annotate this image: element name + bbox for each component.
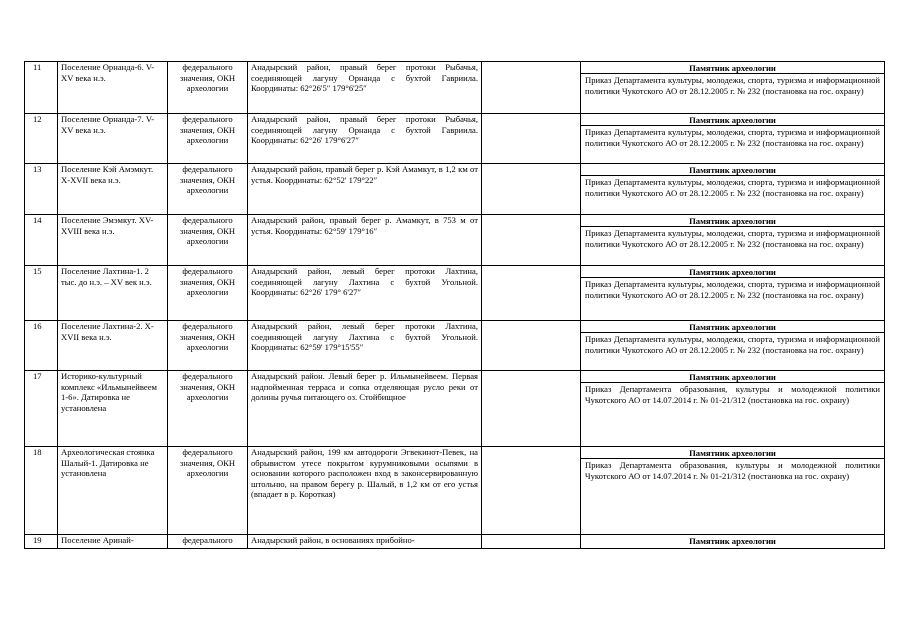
location-description: Анадырский район, правый берег протоки Рыбачья, соединяющей лагуну Орнанда с бухтой Гавриила. Координаты: 62°26' 179°6'27″ bbox=[248, 114, 482, 164]
category-label: Памятник археологии bbox=[581, 115, 884, 126]
protection-status: федерального значения, ОКН археологии bbox=[168, 114, 248, 164]
protection-status: федерального значения, ОКН археологии bbox=[168, 215, 248, 266]
row-number: 14 bbox=[25, 215, 58, 266]
object-name: Историко-культурный комплекс «Ильмынейвеем 1-6». Датировка не установлена bbox=[58, 371, 168, 447]
object-name: Поселение Лахтина-1. 2 тыс. до н.э. – XV век н.э. bbox=[58, 266, 168, 321]
document-cell bbox=[581, 535, 885, 549]
table-row bbox=[25, 535, 885, 549]
table-row bbox=[25, 266, 885, 321]
category-label: Памятник археологии bbox=[581, 448, 884, 459]
protection-document: Приказ Департамента культуры, молодежи, спорта, туризма и информационной политики Чукотского АО от 28.12.2005 г. № 232 (постановка на гос. охрану) bbox=[585, 334, 880, 355]
protection-status: федерального bbox=[168, 535, 248, 549]
category-label: Памятник археологии bbox=[581, 267, 884, 278]
protection-document: Приказ Департамента культуры, молодежи, спорта, туризма и информационной политики Чукотского АО от 28.12.2005 г. № 232 (постановка на гос. охрану) bbox=[585, 75, 880, 96]
location-description: Анадырский район, правый берег р. Амамкут, в 753 м от устья. Координаты: 62°59' 179°16″ bbox=[248, 215, 482, 266]
object-name: Поселение Аринай- bbox=[58, 535, 168, 549]
protection-document: Приказ Департамента культуры, молодежи, спорта, туризма и информационной политики Чукотского АО от 28.12.2005 г. № 232 (постановка на гос. охрану) bbox=[585, 228, 880, 249]
row-number: 11 bbox=[25, 62, 58, 114]
category-label: Памятник археологии bbox=[689, 536, 776, 546]
empty-cell bbox=[482, 321, 581, 371]
empty-cell bbox=[482, 164, 581, 215]
empty-cell bbox=[482, 266, 581, 321]
location-description: Анадырский район, в основаниях прибойно- bbox=[248, 535, 482, 549]
table-row bbox=[25, 321, 885, 371]
empty-cell bbox=[482, 62, 581, 114]
row-number: 17 bbox=[25, 371, 58, 447]
object-name: Поселение Эмэмкут. XV-XVIII века н.э. bbox=[58, 215, 168, 266]
table-row bbox=[25, 215, 885, 266]
empty-cell bbox=[482, 535, 581, 549]
table-row bbox=[25, 447, 885, 535]
document-cell bbox=[581, 164, 885, 215]
location-description: Анадырский район, левый берег протоки Лахтина, соединяющей лагуну Лахтина с бухтой Угольной. Координаты: 62°26' 179° 6'27″ bbox=[248, 266, 482, 321]
category-label: Памятник археологии bbox=[581, 216, 884, 227]
table-row bbox=[25, 164, 885, 215]
heritage-register-sheet bbox=[24, 61, 884, 549]
protection-status: федерального значения, ОКН археологии bbox=[168, 447, 248, 535]
protection-document: Приказ Департамента культуры, молодежи, спорта, туризма и информационной политики Чукотского АО от 28.12.2005 г. № 232 (постановка на гос. охрану) bbox=[585, 279, 880, 300]
location-description: Анадырский район, 199 км автодороги Эгвекинот-Певек, на обрывистом утесе покрытом курумниковыми осыпями в основании которого расположен вход в законсервированную штольню, на правом берегу р. Шалый, в 1,2 км от его устья (впадает в р. Короткая) bbox=[248, 447, 482, 535]
category-label: Памятник археологии bbox=[581, 165, 884, 176]
location-description: Анадырский район. Левый берег р. Ильмынейвеем. Первая надпойменная терраса и сопка отделяющая русло реки от долины ручья питающего оз. Стойбищное bbox=[248, 371, 482, 447]
object-name: Археологическая стоянка Шалый-1. Датировка не установлена bbox=[58, 447, 168, 535]
row-number: 12 bbox=[25, 114, 58, 164]
protection-document: Приказ Департамента образования, культуры и молодежной политики Чукотского АО от 14.07.2014 г. № 01-21/312 (постановка на гос. охрану) bbox=[585, 384, 880, 405]
document-cell bbox=[581, 266, 885, 321]
location-description: Анадырский район, правый берег р. Кэй Амамкут, в 1,2 км от устья. Координаты: 62°52' 179°22″ bbox=[248, 164, 482, 215]
table-row bbox=[25, 62, 885, 114]
empty-cell bbox=[482, 114, 581, 164]
protection-status: федерального значения, ОКН археологии bbox=[168, 164, 248, 215]
location-description: Анадырский район, левый берег протоки Лахтина, соединяющей лагуну Лахтина с бухтой Угольной. Координаты: 62°59' 179°15'55″ bbox=[248, 321, 482, 371]
location-description: Анадырский район, правый берег протоки Рыбачья, соединяющей лагуну Орнанда с бухтой Гавриила. Координаты: 62°26'5″ 179°6'25″ bbox=[248, 62, 482, 114]
protection-status: федерального значения, ОКН археологии bbox=[168, 62, 248, 114]
row-number: 18 bbox=[25, 447, 58, 535]
document-cell bbox=[581, 114, 885, 164]
document-cell bbox=[581, 447, 885, 535]
category-label: Памятник археологии bbox=[581, 63, 884, 74]
object-name: Поселение Орнанда-6. V-XV века н.э. bbox=[58, 62, 168, 114]
object-name: Поселение Лахтина-2. X-XVII века н.э. bbox=[58, 321, 168, 371]
document-cell bbox=[581, 215, 885, 266]
category-label: Памятник археологии bbox=[581, 372, 884, 383]
table-row bbox=[25, 371, 885, 447]
empty-cell bbox=[482, 371, 581, 447]
protection-document: Приказ Департамента образования, культуры и молодежной политики Чукотского АО от 14.07.2014 г. № 01-21/312 (постановка на гос. охрану) bbox=[585, 460, 880, 481]
protection-document: Приказ Департамента культуры, молодежи, спорта, туризма и информационной политики Чукотского АО от 28.12.2005 г. № 232 (постановка на гос. охрану) bbox=[585, 177, 880, 198]
protection-document: Приказ Департамента культуры, молодежи, спорта, туризма и информационной политики Чукотского АО от 28.12.2005 г. № 232 (постановка на гос. охрану) bbox=[585, 127, 880, 148]
row-number: 15 bbox=[25, 266, 58, 321]
document-cell bbox=[581, 321, 885, 371]
protection-status: федерального значения, ОКН археологии bbox=[168, 371, 248, 447]
protection-status: федерального значения, ОКН археологии bbox=[168, 266, 248, 321]
empty-cell bbox=[482, 447, 581, 535]
row-number: 16 bbox=[25, 321, 58, 371]
row-number: 13 bbox=[25, 164, 58, 215]
row-number: 19 bbox=[25, 535, 58, 549]
protection-status: федерального значения, ОКН археологии bbox=[168, 321, 248, 371]
document-cell bbox=[581, 62, 885, 114]
object-name: Поселение Кэй Амэмкут. X-XVII века н.э. bbox=[58, 164, 168, 215]
category-label: Памятник археологии bbox=[581, 322, 884, 333]
heritage-register-table bbox=[24, 61, 885, 549]
document-cell bbox=[581, 371, 885, 447]
empty-cell bbox=[482, 215, 581, 266]
table-row bbox=[25, 114, 885, 164]
object-name: Поселение Орнанда-7. V-XV века н.э. bbox=[58, 114, 168, 164]
